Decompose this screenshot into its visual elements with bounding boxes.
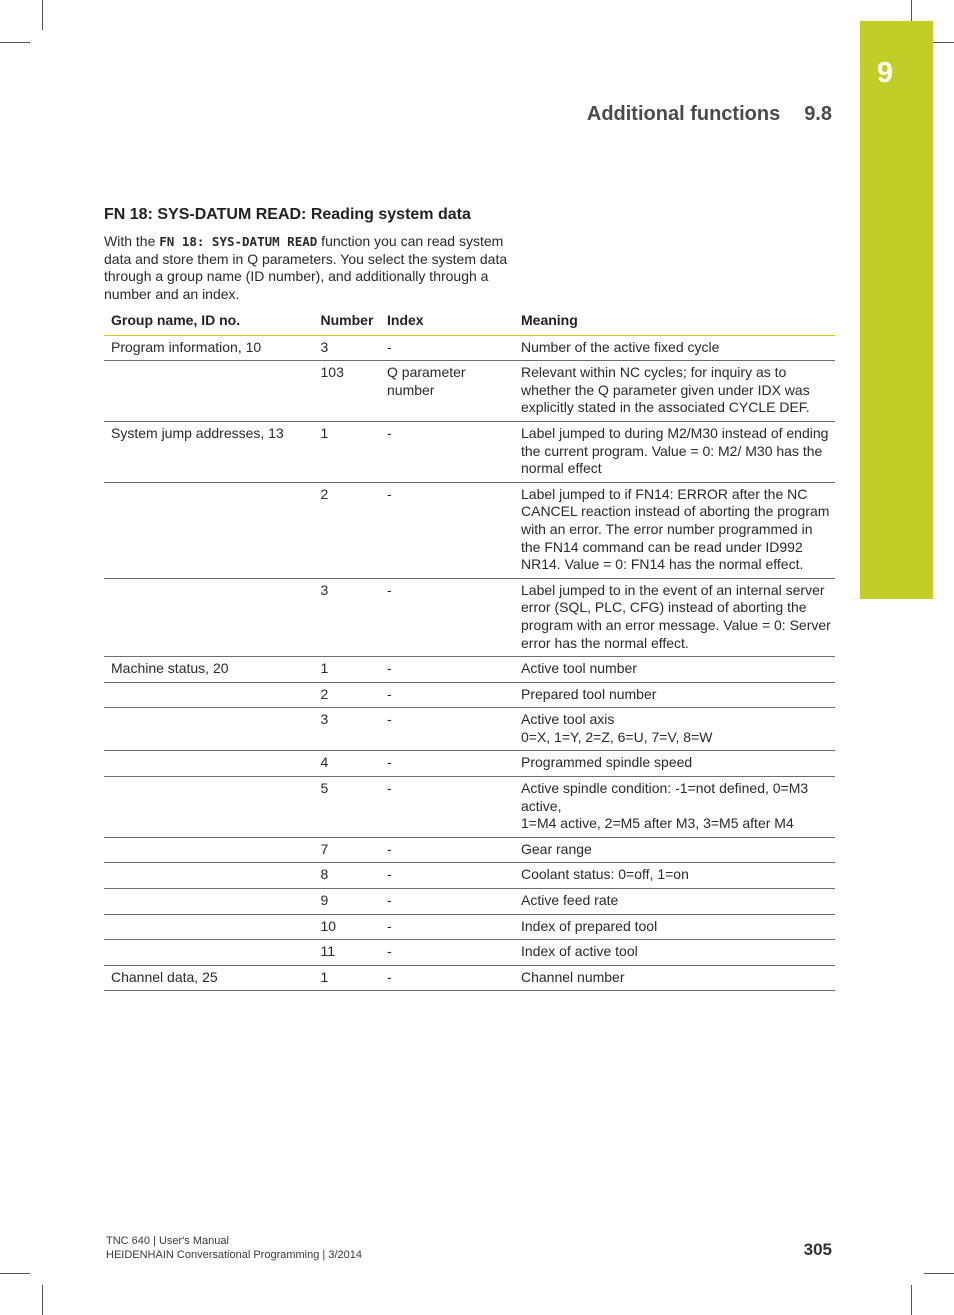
cell-index: - xyxy=(380,777,514,838)
table-row xyxy=(104,777,835,838)
cell-group xyxy=(104,837,313,863)
cell-number: 5 xyxy=(313,777,380,838)
footer-manual: TNC 640 | User's Manual xyxy=(106,1235,229,1247)
cell-index: - xyxy=(380,751,514,777)
cell-group xyxy=(104,863,313,889)
table-row xyxy=(104,863,835,889)
cell-number: 2 xyxy=(313,482,380,578)
cell-index: - xyxy=(380,837,514,863)
cell-group xyxy=(104,482,313,578)
cell-meaning: Active tool axis 0=X, 1=Y, 2=Z, 6=U, 7=V, 8=W xyxy=(514,708,835,751)
cell-group xyxy=(104,361,313,422)
cell-index: - xyxy=(380,940,514,966)
cell-number: 11 xyxy=(313,940,380,966)
crop-mark xyxy=(0,42,30,43)
system-data-table xyxy=(104,309,835,991)
section-title: Additional functions xyxy=(586,103,781,125)
table-row xyxy=(104,914,835,940)
cell-meaning: Index of active tool xyxy=(514,940,835,966)
cell-meaning: Prepared tool number xyxy=(514,682,835,708)
table-row xyxy=(104,657,835,683)
chapter-number: 9 xyxy=(876,57,894,89)
cell-group xyxy=(104,578,313,656)
cell-index: - xyxy=(380,657,514,683)
table-row xyxy=(104,751,835,777)
table-row xyxy=(104,889,835,915)
cell-index: - xyxy=(380,863,514,889)
col-header-group: Group name, ID no. xyxy=(104,309,313,335)
cell-index: Q parameter number xyxy=(380,361,514,422)
cell-meaning: Coolant status: 0=off, 1=on xyxy=(514,863,835,889)
cell-group xyxy=(104,708,313,751)
table-row xyxy=(104,682,835,708)
cell-group xyxy=(104,940,313,966)
cell-group xyxy=(104,889,313,915)
cell-index: - xyxy=(380,578,514,656)
cell-index: - xyxy=(380,682,514,708)
cell-index: - xyxy=(380,335,514,361)
table-row xyxy=(104,965,835,991)
table-row xyxy=(104,578,835,656)
cell-meaning: Programmed spindle speed xyxy=(514,751,835,777)
cell-number: 9 xyxy=(313,889,380,915)
table-row xyxy=(104,421,835,482)
col-header-index: Index xyxy=(380,309,514,335)
table-row xyxy=(104,708,835,751)
cell-meaning: Relevant within NC cycles; for inquiry as to whether the Q parameter given under IDX was explicitly stated in the associated CYCLE DEF. xyxy=(514,361,835,422)
cell-index: - xyxy=(380,708,514,751)
cell-number: 1 xyxy=(313,421,380,482)
cell-number: 8 xyxy=(313,863,380,889)
footer-publisher: HEIDENHAIN Conversational Programming | 3/2014 xyxy=(106,1249,362,1261)
cell-number: 7 xyxy=(313,837,380,863)
cell-group: Channel data, 25 xyxy=(104,965,313,991)
crop-mark xyxy=(911,1285,912,1315)
intro-text-before: With the xyxy=(104,233,160,249)
cell-index: - xyxy=(380,965,514,991)
cell-meaning: Label jumped to during M2/M30 instead of ending the current program. Value = 0: M2/ M30 has the normal effect xyxy=(514,421,835,482)
cell-meaning: Index of prepared tool xyxy=(514,914,835,940)
cell-number: 1 xyxy=(313,657,380,683)
cell-group xyxy=(104,777,313,838)
section-number: 9.8 xyxy=(804,103,832,125)
cell-meaning: Number of the active fixed cycle xyxy=(514,335,835,361)
intro-paragraph xyxy=(104,233,534,303)
intro-text-after: function you can read system data and store them in Q parameters. You select the system data through a group name (ID number), and additionally through a number and an index. xyxy=(104,233,508,302)
cell-group xyxy=(104,751,313,777)
table-row xyxy=(104,335,835,361)
cell-index: - xyxy=(380,482,514,578)
crop-mark xyxy=(42,1285,43,1315)
cell-meaning: Active tool number xyxy=(514,657,835,683)
cell-meaning: Label jumped to if FN14: ERROR after the NC CANCEL reaction instead of aborting the program with an error. The error number programmed in the FN14 command can be read under ID992 NR14. Value = 0: FN14 has the normal effect. xyxy=(514,482,835,578)
table-row xyxy=(104,361,835,422)
table-row xyxy=(104,482,835,578)
cell-meaning: Channel number xyxy=(514,965,835,991)
function-code: FN 18: SYS-DATUM READ xyxy=(159,234,318,249)
cell-index: - xyxy=(380,889,514,915)
crop-mark xyxy=(42,0,43,30)
cell-group: Program information, 10 xyxy=(104,335,313,361)
cell-number: 103 xyxy=(313,361,380,422)
cell-number: 4 xyxy=(313,751,380,777)
section-header xyxy=(420,103,832,126)
cell-index: - xyxy=(380,421,514,482)
cell-index: - xyxy=(380,914,514,940)
cell-number: 3 xyxy=(313,578,380,656)
chapter-tab xyxy=(860,21,933,599)
cell-number: 3 xyxy=(313,335,380,361)
cell-number: 10 xyxy=(313,914,380,940)
cell-meaning: Label jumped to in the event of an internal server error (SQL, PLC, CFG) instead of aborting the program with an error message. Value = 0: Server error has the normal effect. xyxy=(514,578,835,656)
crop-mark xyxy=(924,1273,954,1274)
cell-group: Machine status, 20 xyxy=(104,657,313,683)
cell-group xyxy=(104,682,313,708)
col-header-number: Number xyxy=(313,309,380,335)
cell-number: 3 xyxy=(313,708,380,751)
col-header-meaning: Meaning xyxy=(514,309,835,335)
cell-meaning: Active feed rate xyxy=(514,889,835,915)
cell-group: System jump addresses, 13 xyxy=(104,421,313,482)
cell-number: 2 xyxy=(313,682,380,708)
table-header-row xyxy=(104,309,835,335)
cell-meaning: Gear range xyxy=(514,837,835,863)
cell-number: 1 xyxy=(313,965,380,991)
table-row xyxy=(104,940,835,966)
cell-meaning: Active spindle condition: -1=not defined, 0=M3 active, 1=M4 active, 2=M5 after M3, 3=M5 after M4 xyxy=(514,777,835,838)
cell-group xyxy=(104,914,313,940)
page-number: 305 xyxy=(803,1240,832,1259)
crop-mark xyxy=(0,1273,30,1274)
table-row xyxy=(104,837,835,863)
page-heading: FN 18: SYS-DATUM READ: Reading system data xyxy=(104,206,471,223)
footer-info xyxy=(106,1234,362,1262)
